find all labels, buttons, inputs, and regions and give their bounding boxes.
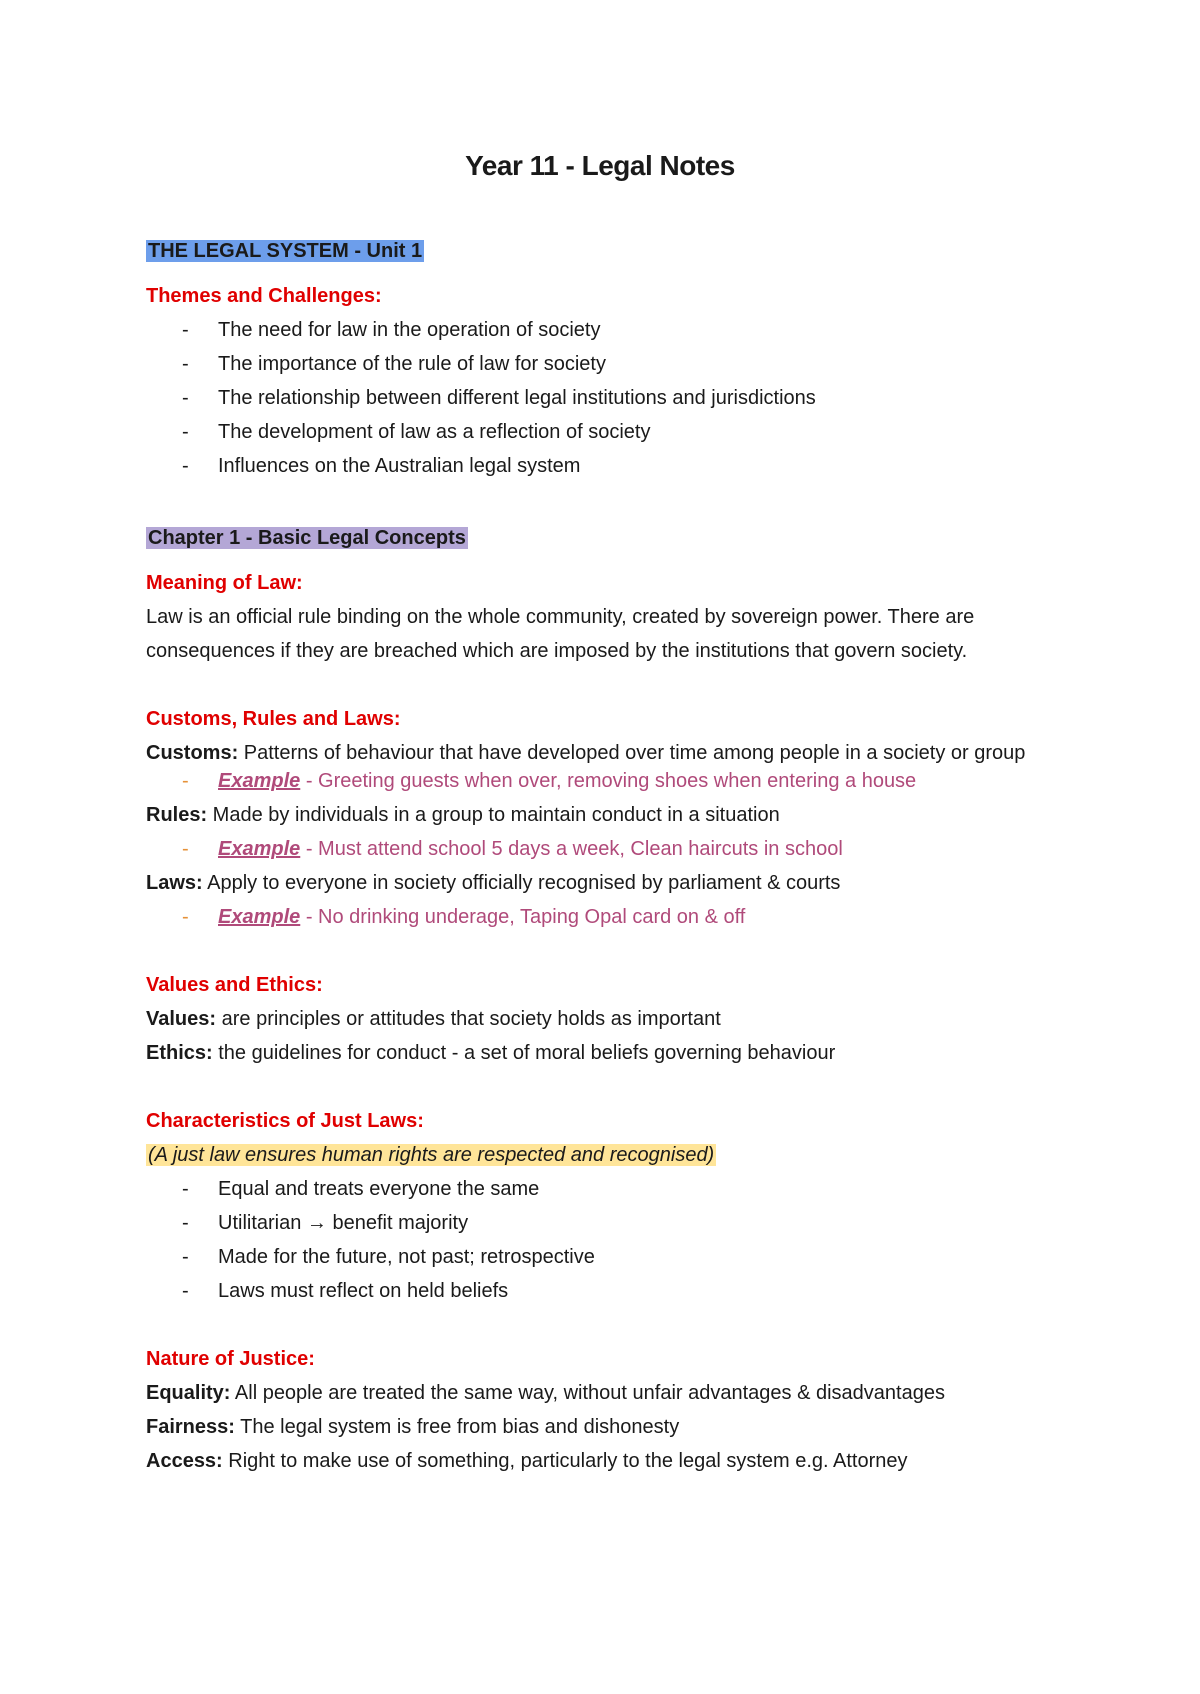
values-heading: Values and Ethics: [146, 974, 323, 996]
just-laws-note-row [146, 1142, 716, 1168]
customs-heading: Customs, Rules and Laws: [146, 708, 401, 730]
just-laws-note: (A just law ensures human rights are respected and recognised) [148, 1144, 715, 1166]
customs-example: - Example - Greeting guests when over, removing shoes when entering a house [182, 770, 917, 792]
rules-definition: Rules: Made by individuals in a group to maintain conduct in a situation [146, 804, 780, 826]
list-item: - The importance of the rule of law for society [182, 353, 606, 375]
ethics-definition: Ethics: the guidelines for conduct - a set of moral beliefs governing behaviour [146, 1042, 836, 1064]
values-definition: Values: are principles or attitudes that society holds as important [146, 1008, 721, 1030]
page-title: Year 11 - Legal Notes [465, 150, 735, 181]
just-laws-heading: Characteristics of Just Laws: [146, 1110, 424, 1132]
rules-example: - Example - Must attend school 5 days a week, Clean haircuts in school [182, 838, 843, 860]
chapter-heading-row [146, 525, 468, 551]
list-item: - Equal and treats everyone the same [182, 1178, 540, 1200]
list-item: - Utilitarian → benefit majority [182, 1212, 469, 1234]
justice-heading: Nature of Justice: [146, 1348, 315, 1370]
chapter-heading: Chapter 1 - Basic Legal Concepts [148, 527, 466, 549]
fairness-definition: Fairness: The legal system is free from bias and dishonesty [146, 1416, 680, 1438]
list-item: - The development of law as a reflection of society [182, 421, 651, 443]
list-item: - The relationship between different legal institutions and jurisdictions [182, 387, 816, 409]
list-item: - Influences on the Australian legal system [182, 455, 581, 477]
list-item: - The need for law in the operation of society [182, 319, 601, 341]
access-definition: Access: Right to make use of something, particularly to the legal system e.g. Attorney [146, 1450, 908, 1472]
laws-definition: Laws: Apply to everyone in society officially recognised by parliament & courts [146, 872, 841, 894]
list-item: - Laws must reflect on held beliefs [182, 1280, 509, 1302]
customs-definition: Customs: Patterns of behaviour that have developed over time among people in a society or group [146, 742, 1026, 764]
list-item: - Made for the future, not past; retrospective [182, 1246, 595, 1268]
unit-heading-row [146, 238, 424, 264]
equality-definition: Equality: All people are treated the same way, without unfair advantages & disadvantages [146, 1382, 945, 1404]
meaning-text-1: Law is an official rule binding on the whole community, created by sovereign power. There are [146, 606, 975, 628]
meaning-heading: Meaning of Law: [146, 572, 303, 594]
themes-heading: Themes and Challenges: [146, 285, 382, 307]
unit-heading: THE LEGAL SYSTEM - Unit 1 [148, 240, 423, 262]
meaning-text-2: consequences if they are breached which are imposed by the institutions that govern society. [146, 640, 968, 662]
laws-example: - Example - No drinking underage, Taping Opal card on & off [182, 906, 746, 928]
